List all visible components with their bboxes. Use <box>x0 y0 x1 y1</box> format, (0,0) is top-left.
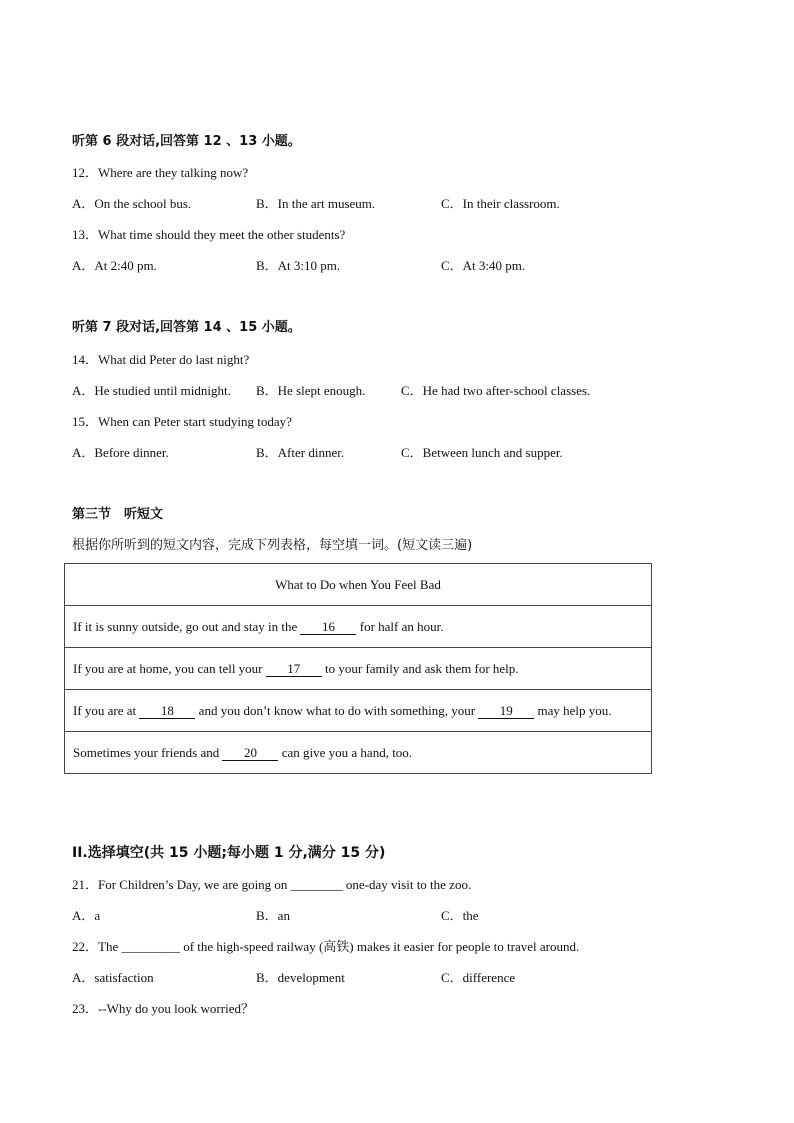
question-14-option-c: C．He had two after-school classes. <box>401 383 591 398</box>
table-row-18-19: If you are at 18 and you don’t know what to do with something, your 19 may help you. <box>65 690 652 732</box>
table-row <box>65 732 652 774</box>
question-22-option-c: C．difference <box>441 970 516 985</box>
fill-in-table <box>64 563 652 774</box>
table-row <box>65 606 652 648</box>
question-12-option-a: A．On the school bus. <box>72 196 192 211</box>
question-23-stem: 23．--Why do you look worried？ <box>72 1001 254 1016</box>
blank-16: 16 <box>300 620 356 635</box>
blank-17: 17 <box>266 662 322 677</box>
question-13-stem: 13．What time should they meet the other students? <box>72 227 346 242</box>
part3-instruction: 根据你所听到的短文内容，完成下列表格，每空填一词。(短文读三遍) <box>72 538 473 553</box>
table-row <box>65 648 652 690</box>
section-heading-7: 听第 7 段对话,回答第 14 、15 小题。 <box>72 320 301 335</box>
question-21-stem: 21．For Children’s Day, we are going on ________ one-day visit to the zoo. <box>72 877 472 892</box>
table-row-16: If it is sunny outside, go out and stay in the 16 for half an hour. <box>65 606 652 648</box>
question-13-option-b: B．At 3:10 pm. <box>256 258 341 273</box>
table-title: What to Do when You Feel Bad <box>65 564 652 606</box>
question-14-option-a: A．He studied until midnight. <box>72 383 231 398</box>
table-row-20: Sometimes your friends and 20 can give you a hand, too. <box>65 732 652 774</box>
table-row <box>65 690 652 732</box>
blank-19: 19 <box>478 704 534 719</box>
question-22-option-a: A．satisfaction <box>72 970 154 985</box>
question-21-option-a: A．a <box>72 908 101 923</box>
question-13-option-a: A．At 2:40 pm. <box>72 258 157 273</box>
section-ii-heading: II.选择填空(共 15 小题;每小题 1 分,满分 15 分) <box>72 845 386 861</box>
question-14-stem: 14．What did Peter do last night? <box>72 352 250 367</box>
question-15-option-a: A．Before dinner. <box>72 445 169 460</box>
table-row-17: If you are at home, you can tell your 17 to your family and ask them for help. <box>65 648 652 690</box>
question-15-option-b: B．After dinner. <box>256 445 345 460</box>
question-22-option-b: B．development <box>256 970 345 985</box>
blank-20: 20 <box>222 746 278 761</box>
question-21-option-c: C．the <box>441 908 479 923</box>
question-14-option-b: B．He slept enough. <box>256 383 366 398</box>
question-15-option-c: C．Between lunch and supper. <box>401 445 563 460</box>
question-21-option-b: B．an <box>256 908 290 923</box>
part3-title: 第三节 听短文 <box>72 507 164 522</box>
question-22-stem: 22．The _________ of the high-speed railway (高铁) makes it easier for people to travel around. <box>72 939 580 954</box>
section-heading-6: 听第 6 段对话,回答第 12 、13 小题。 <box>72 134 301 149</box>
question-15-stem: 15．When can Peter start studying today? <box>72 414 292 429</box>
question-12-option-b: B．In the art museum. <box>256 196 376 211</box>
table-row <box>65 564 652 606</box>
question-12-stem: 12．Where are they talking now? <box>72 165 249 180</box>
question-12-option-c: C．In their classroom. <box>441 196 560 211</box>
question-13-option-c: C．At 3:40 pm. <box>441 258 526 273</box>
blank-18: 18 <box>139 704 195 719</box>
